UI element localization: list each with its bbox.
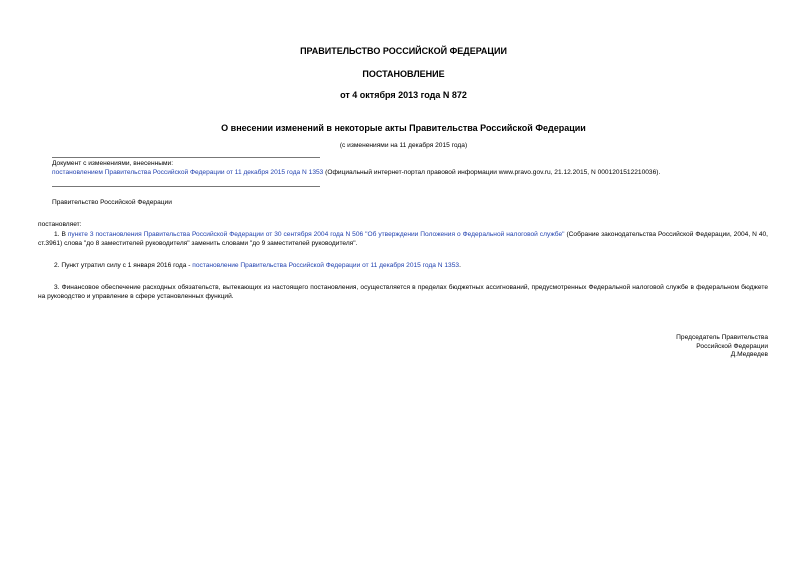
amendments-note: (с изменениями на 11 декабря 2015 года) [339,142,468,149]
document-title: О внесении изменений в некоторые акты Правительства Российской Федерации [221,123,586,133]
government-name: Правительство Российской Федерации [52,199,172,206]
paragraph-2-suffix: . [459,262,461,269]
signature-position: Председатель Правительства [676,334,768,341]
amendment-source: (Официальный интернет-портал правовой информации www.pravo.gov.ru, 21.12.2015, N 0001201512210036). [323,168,661,176]
paragraph-1-link[interactable]: пункте 3 постановления Правительства Российской Федерации от 30 сентября 2004 года N 506 "Об утверждении Положения о Федеральной налоговой службе" [67,231,565,238]
paragraph-1-rest: (Собрание законодательства Российской Федерации, 2004, N 40, ст.3961) слова "до 8 заместителей руководителя" заменить словами "до 9 заместителей руководителя". [38,231,768,247]
paragraph-2 [38,262,768,271]
amendment-box-bottom-rule [52,186,320,187]
resolves-label: постановляет: [38,221,82,228]
signature-block [676,334,768,360]
paragraph-3: 3. Финансовое обеспечение расходных обязательств, вытекающих из настоящего постановления, осуществляется в пределах бюджетных ассигнований, предусмотренных Федеральной налоговой службе в федеральном бюджете на руководство и управление в сфере установленных функций. [38,284,768,300]
document-type-heading: ПОСТАНОВЛЕНИЕ [362,69,445,79]
paragraph-1-prefix: 1. В [54,231,68,238]
amendment-link[interactable]: постановлением Правительства Российской Федерации от 11 декабря 2015 года N 1353 [52,168,324,176]
signature-name: Д.Медведев [730,351,768,359]
amendment-box-top-rule [52,157,320,158]
paragraph-1 [38,231,768,248]
paragraph-2-link[interactable]: постановление Правительства Российской Федерации от 11 декабря 2015 года N 1353 [192,262,460,269]
paragraph-2-prefix: 2. Пункт утратил силу с 1 января 2016 года - [54,262,193,269]
amendment-box [52,160,768,177]
amendment-box-text [52,169,768,178]
document-date-number: от 4 октября 2013 года N 872 [340,90,467,100]
government-heading: ПРАВИТЕЛЬСТВО РОССИЙСКОЙ ФЕДЕРАЦИИ [300,46,507,56]
amendment-box-intro: Документ с изменениями, внесенными: [52,160,174,167]
signature-country: Российской Федерации [696,342,768,350]
